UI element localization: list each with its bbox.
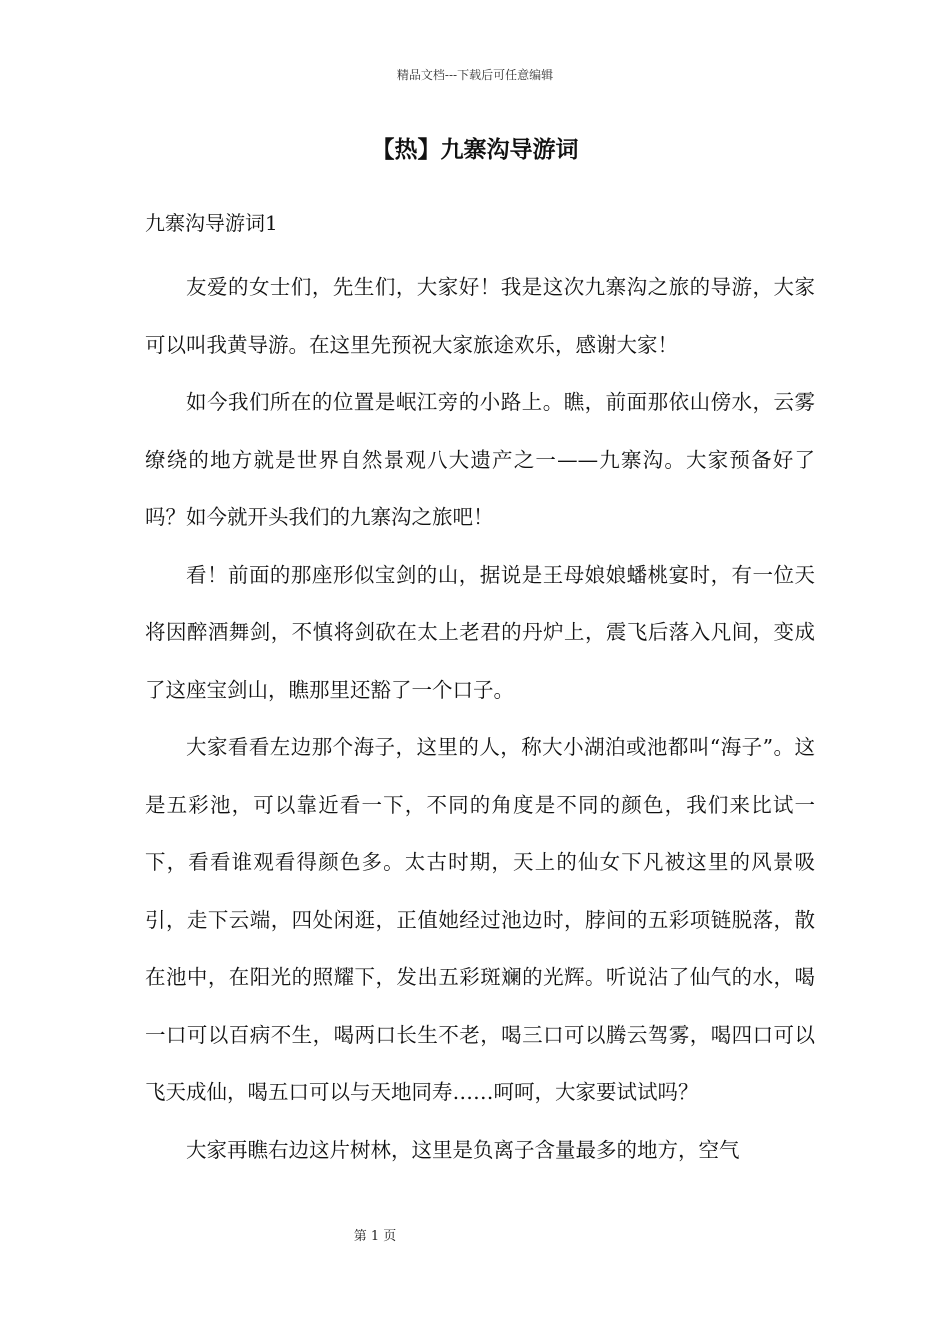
page-number: 第 1 页 — [353, 1229, 397, 1244]
paragraph: 大家再瞧右边这片树林，这里是负离子含量最多的地方，空气 — [186, 1137, 740, 1162]
page-header-note: 精品文档---下载后可任意编辑 — [396, 68, 554, 82]
document-body — [145, 259, 815, 1179]
section-heading: 九寨沟导游词1 — [145, 211, 278, 235]
paragraph: 友爱的女士们，先生们，大家好！我是这次九寨沟之旅的导游，大家可以叫我黄导游。在这里先预祝大家旅途欢乐，感谢大家！ — [145, 275, 815, 357]
paragraph: 看！前面的那座形似宝剑的山，据说是王母娘娘蟠桃宴时，有一位天将因醉酒舞剑，不慎将剑砍在太上老君的丹炉上，震飞后落入凡间，变成了这座宝剑山，瞧那里还豁了一个口子。 — [145, 562, 815, 702]
paragraph: 大家看看左边那个海子，这里的人，称大小湖泊或池都叫“海子”。这是五彩池，可以靠近看一下，不同的角度是不同的颜色，我们来比试一下，看看谁观看得颜色多。太古时期，天上的仙女下凡被这里的风景吸引，走下云端，四处闲逛，正值她经过池边时，脖间的五彩项链脱落，散在池中，在阳光的照耀下，发出五彩斑斓的光辉。听说沾了仙气的水，喝一口可以百病不生，喝两口长生不老，喝三口可以腾云驾雾，喝四口可以飞天成仙，喝五口可以与天地同寿……呵呵，大家要试试吗？ — [145, 735, 815, 1104]
paragraph: 如今我们所在的位置是岷江旁的小路上。瞧，前面那依山傍水，云雾缭绕的地方就是世界自然景观八大遗产之一——九寨沟。大家预备好了吗？如今就开头我们的九寨沟之旅吧！ — [145, 390, 815, 529]
document-title: 【热】九寨沟导游词 — [371, 136, 579, 163]
